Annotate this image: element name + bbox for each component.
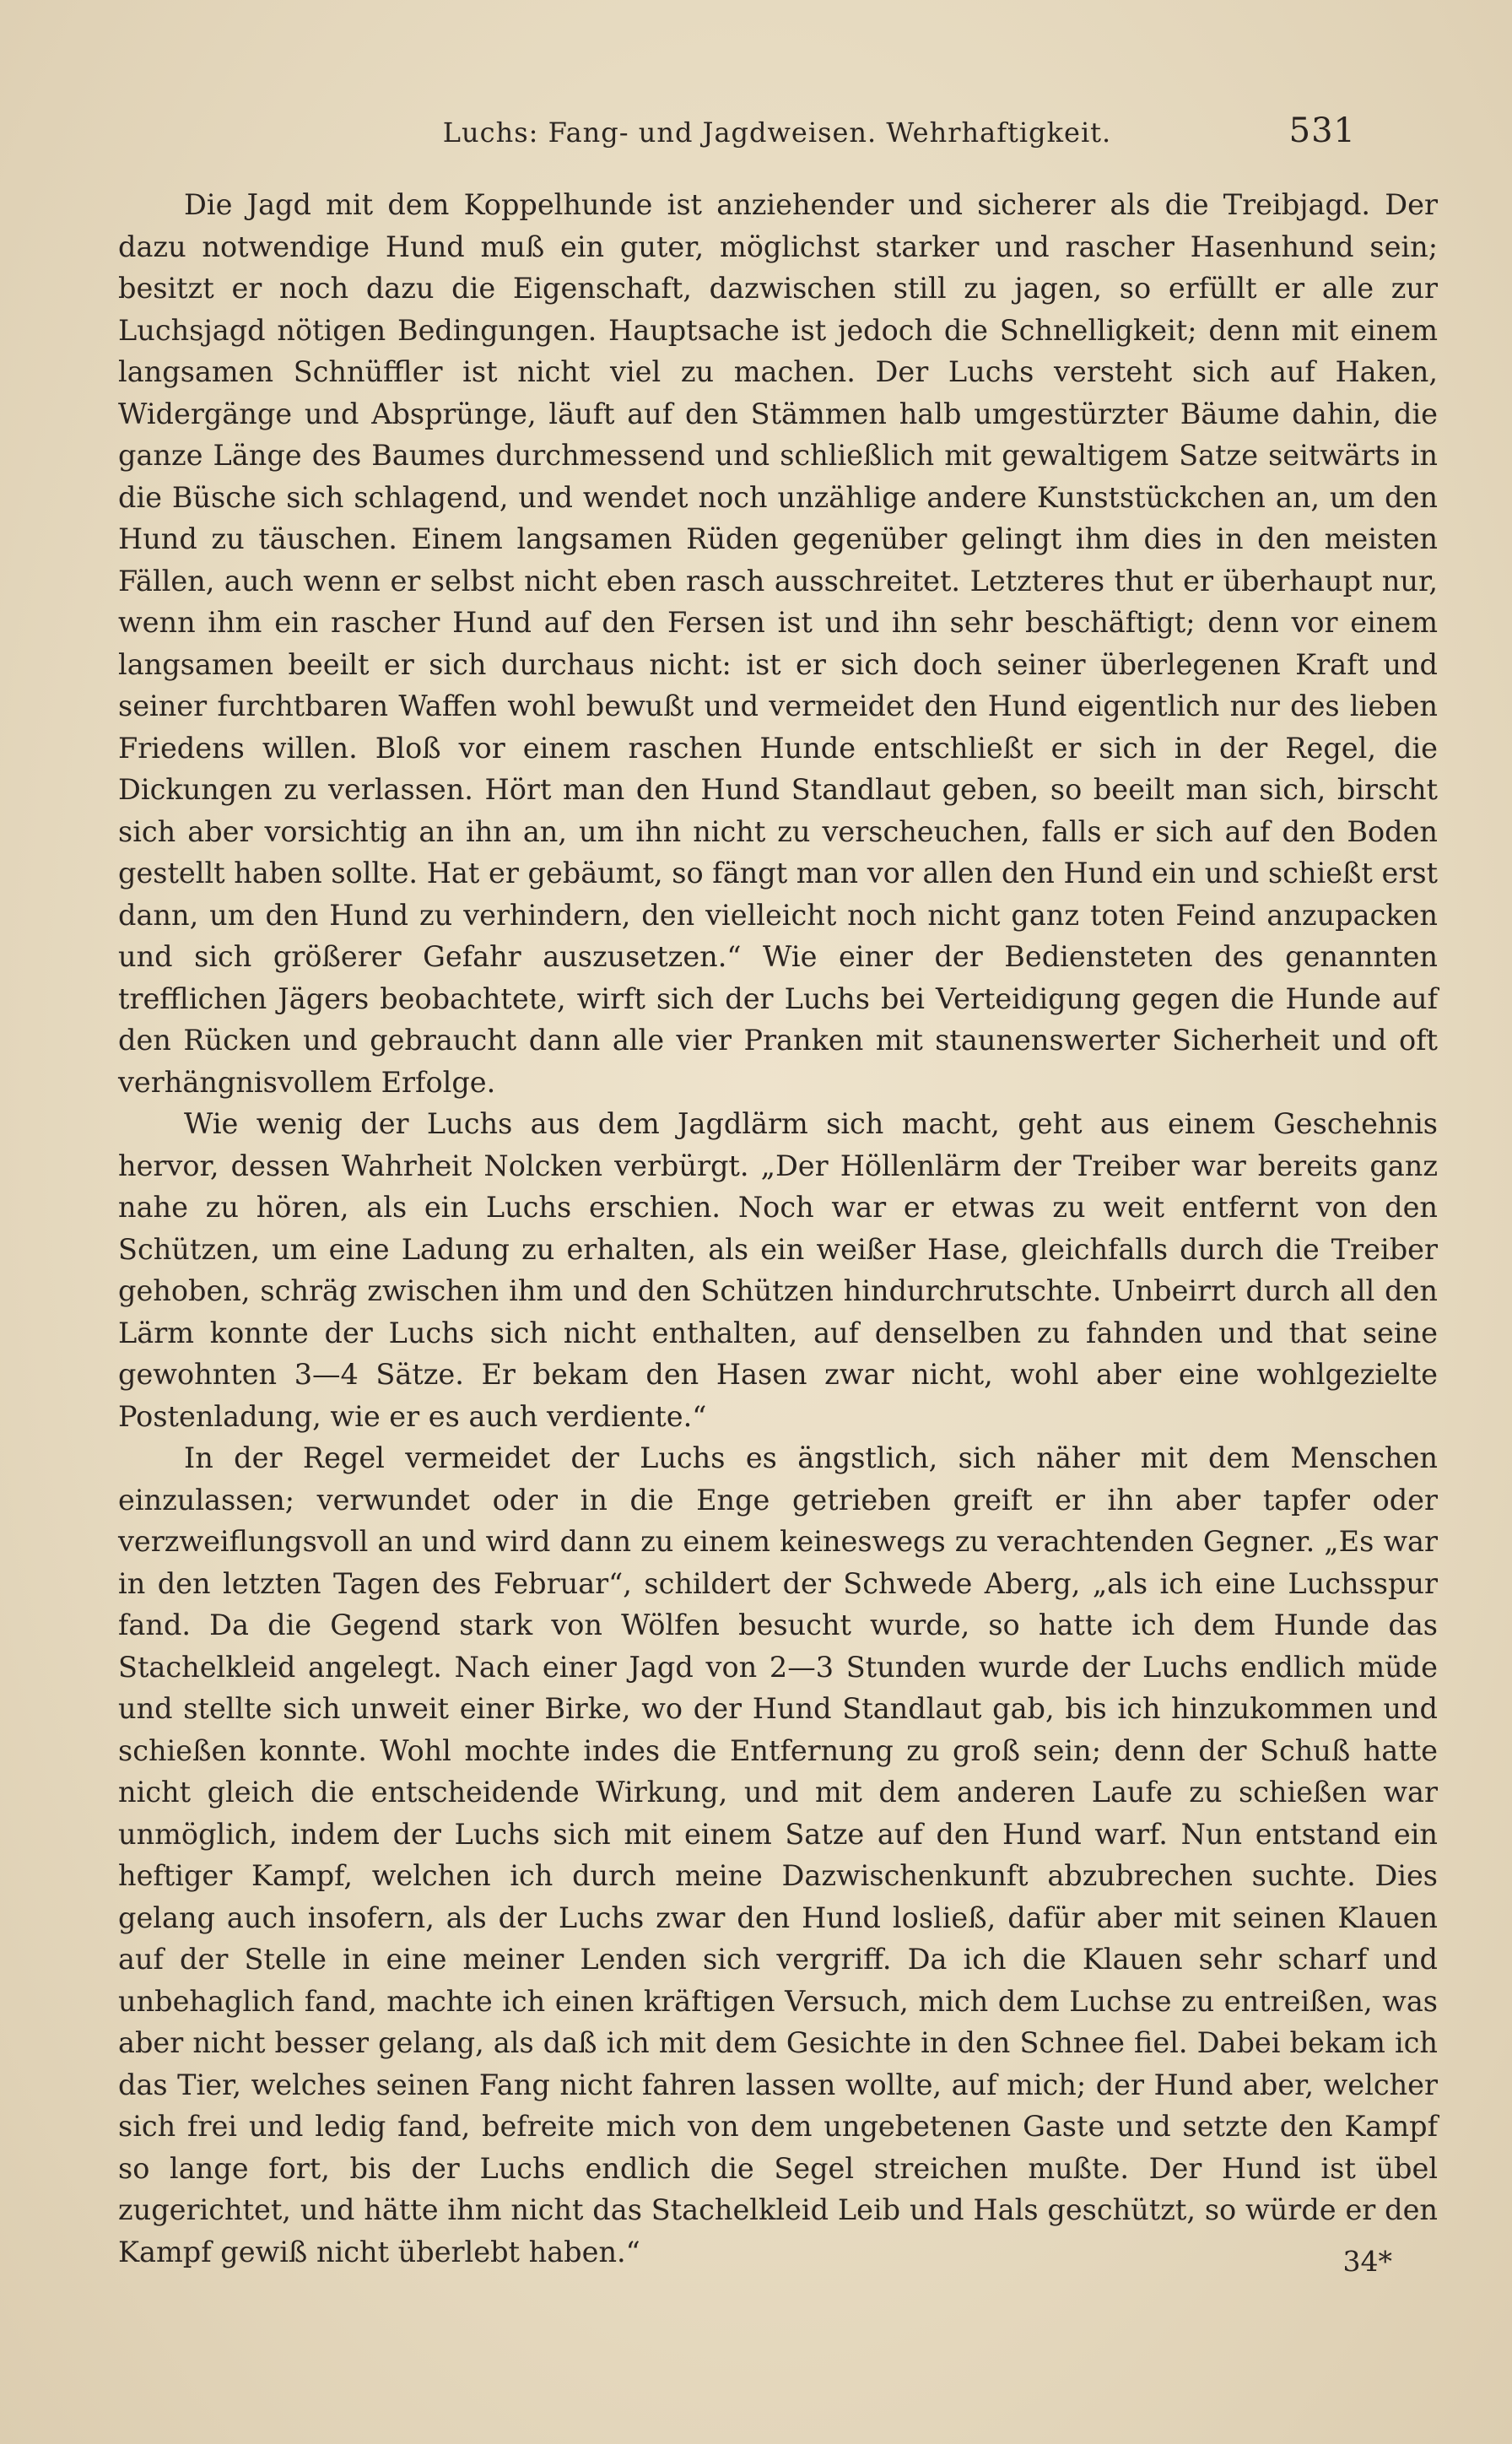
signature-mark: 34*: [1342, 2245, 1392, 2278]
paragraph: Die Jagd mit dem Koppelhunde ist anziehender und sicherer als die Treibjagd. Der dazu notwendige Hund muß ein guter, möglichst starker und rascher Hasenhund sein; besitzt er noch dazu die Eigenschaft, dazwischen still zu jagen, so erfüllt er alle zur Luchsjagd nötigen Bedingungen. Hauptsache ist jedoch die Schnelligkeit; denn mit einem langsamen Schnüffler ist nicht viel zu machen. Der Luchs versteht sich auf Haken, Widergänge und Absprünge, läuft auf den Stämmen halb umgestürzter Bäume dahin, die ganze Länge des Baumes durchmessend und schließlich mit gewaltigem Satze seitwärts in die Büsche sich schlagend, und wendet noch unzählige andere Kunststückchen an, um den Hund zu täuschen. Einem langsamen Rüden gegenüber gelingt ihm dies in den meisten Fällen, auch wenn er selbst nicht eben rasch ausschreitet. Letzteres thut er überhaupt nur, wenn ihm ein rascher Hund auf den Fersen ist und ihn sehr beschäftigt; denn vor einem langsamen beeilt er sich durchaus nicht: ist er sich doch seiner überlegenen Kraft und seiner furchtbaren Waffen wohl bewußt und vermeidet den Hund eigentlich nur des lieben Friedens willen. Bloß vor einem raschen Hunde entschließt er sich in der Regel, die Dickungen zu verlassen. Hört man den Hund Standlaut geben, so beeilt man sich, birscht sich aber vorsichtig an ihn an, um ihn nicht zu verscheuchen, falls er sich auf den Boden gestellt haben sollte. Hat er gebäumt, so fängt man vor allen den Hund ein und schießt erst dann, um den Hund zu verhindern, den vielleicht noch nicht ganz toten Feind anzupacken und sich größerer Gefahr auszusetzen.“ Wie einer der Bediensteten des genannten trefflichen Jägers beobachtete, wirft sich der Luchs bei Verteidigung gegen die Hunde auf den Rücken und gebraucht dann alle vier Pranken mit staunenswerter Sicherheit und oft verhängnisvollem Erfolge.: [118, 188, 1438, 1099]
paragraph: Wie wenig der Luchs aus dem Jagdlärm sich macht, geht aus einem Geschehnis hervor, dessen Wahrheit Nolcken verbürgt. „Der Höllenlärm der Treiber war bereits ganz nahe zu hören, als ein Luchs erschien. Noch war er etwas zu weit entfernt von den Schützen, um eine Ladung zu erhalten, als ein weißer Hase, gleichfalls durch die Treiber gehoben, schräg zwischen ihm und den Schützen hindurchrutschte. Unbeirrt durch all den Lärm konnte der Luchs sich nicht enthalten, auf denselben zu fahnden und that seine gewohnten 3—4 Sätze. Er bekam den Hasen zwar nicht, wohl aber eine wohlgezielte Postenladung, wie er es auch verdiente.“: [118, 1107, 1438, 1433]
running-title: Luchs: Fang- und Jagdweisen. Wehrhaftigkeit.: [442, 116, 1112, 149]
page-number: 531: [1288, 111, 1356, 150]
paragraph: In der Regel vermeidet der Luchs es ängstlich, sich näher mit dem Menschen einzulassen; verwundet oder in die Enge getrieben greift er ihn aber tapfer oder verzweiflungsvoll an und wird dann zu einem keineswegs zu verachtenden Gegner. „Es war in den letzten Tagen des Februar“, schildert der Schwede Aberg, „als ich eine Luchsspur fand. Da die Gegend stark von Wölfen besucht wurde, so hatte ich dem Hunde das Stachelkleid angelegt. Nach einer Jagd von 2—3 Stunden wurde der Luchs endlich müde und stellte sich unweit einer Birke, wo der Hund Standlaut gab, bis ich hinzukommen und schießen konnte. Wohl mochte indes die Entfernung zu groß sein; denn der Schuß hatte nicht gleich die entscheidende Wirkung, und mit dem anderen Laufe zu schießen war unmöglich, indem der Luchs sich mit einem Satze auf den Hund warf. Nun entstand ein heftiger Kampf, welchen ich durch meine Dazwischenkunft abzubrechen suchte. Dies gelang auch insofern, als der Luchs zwar den Hund losließ, dafür aber mit seinen Klauen auf der Stelle in eine meiner Lenden sich vergriff. Da ich die Klauen sehr scharf und unbehaglich fand, machte ich einen kräftigen Versuch, mich dem Luchse zu entreißen, was aber nicht besser gelang, als daß ich mit dem Gesichte in den Schnee fiel. Dabei bekam ich das Tier, welches seinen Fang nicht fahren lassen wollte, auf mich; der Hund aber, welcher sich frei und ledig fand, befreite mich von dem ungebetenen Gaste und setzte den Kampf so lange fort, bis der Luchs endlich die Segel streichen mußte. Der Hund ist übel zugerichtet, und hätte ihm nicht das Stachelkleid Leib und Hals geschützt, so würde er den Kampf gewiß nicht überlebt haben.“: [118, 1441, 1438, 2268]
body-text: [118, 184, 1438, 2273]
page-header: [118, 111, 1436, 159]
